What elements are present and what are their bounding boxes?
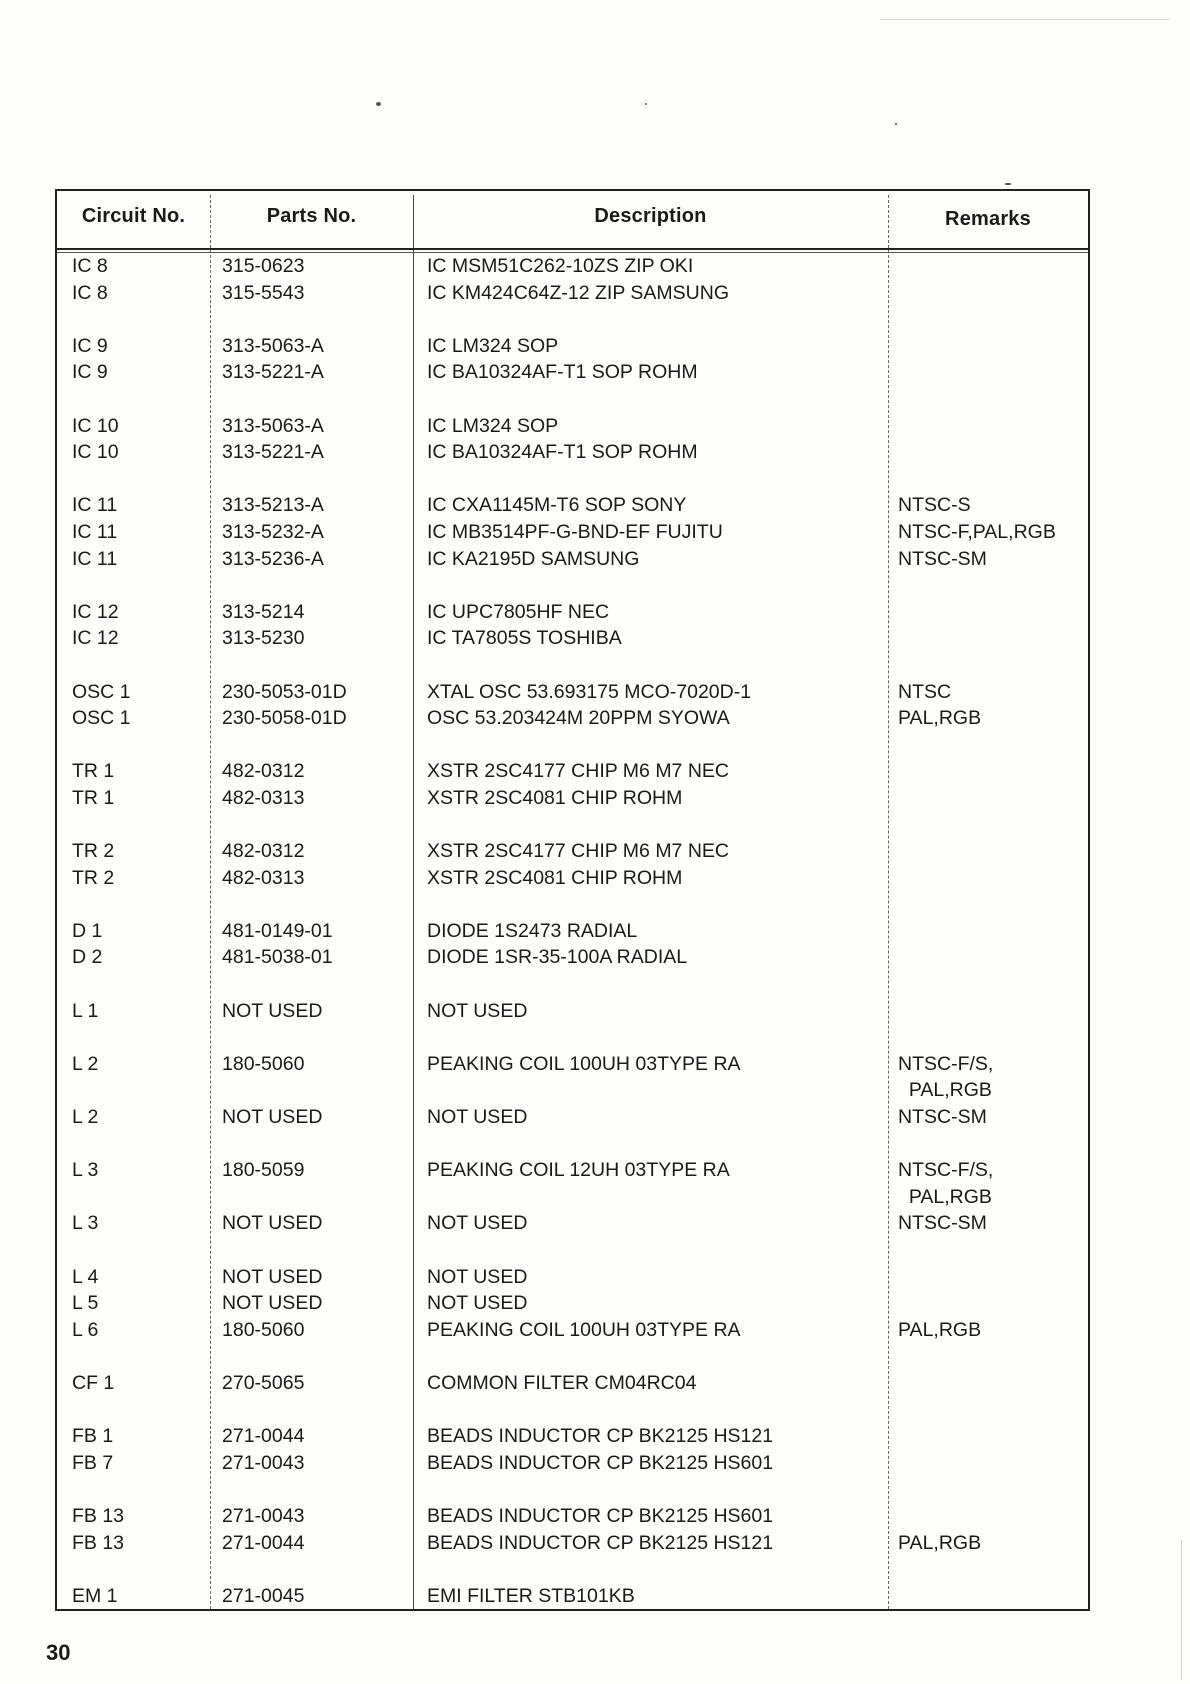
cell-parts-no: 482-0313 <box>222 786 305 809</box>
cell-description: IC MSM51C262-10ZS ZIP OKI <box>427 255 694 277</box>
cell-parts-no: 481-5038-01 <box>222 946 333 969</box>
cell-circuit-no: OSC 1 <box>72 707 131 730</box>
cell-parts-no: 271-0044 <box>222 1531 305 1554</box>
cell-remarks: PAL,RGB <box>898 1318 982 1341</box>
table-row <box>57 519 1088 546</box>
cell-description: DIODE 1SR-35-100A RADIAL <box>427 946 688 969</box>
cell-description: IC BA10324AF-T1 SOP ROHM <box>427 441 698 464</box>
row-spacer <box>57 1024 1088 1051</box>
table-row <box>57 1104 1088 1131</box>
table-row <box>57 439 1088 466</box>
table-row <box>57 758 1088 785</box>
cell-parts-no: 313-5232-A <box>222 520 324 543</box>
cell-circuit-no: IC 11 <box>72 547 118 570</box>
cell-parts-no: 271-0043 <box>222 1451 305 1474</box>
cell-description: NOT USED <box>427 1212 528 1235</box>
row-spacer <box>57 466 1088 493</box>
cell-parts-no: 313-5236-A <box>222 547 324 570</box>
cell-description: BEADS INDUCTOR CP BK2125 HS121 <box>427 1425 774 1448</box>
cell-remarks: NTSC-F/S, <box>898 1052 994 1075</box>
cell-circuit-no: L 2 <box>72 1052 99 1075</box>
cell-remarks: PAL,RGB <box>898 1531 982 1554</box>
cell-circuit-no: IC 10 <box>72 414 119 437</box>
cell-parts-no: NOT USED <box>222 1265 323 1288</box>
table-row <box>57 679 1088 706</box>
cell-parts-no: 481-0149-01 <box>222 919 333 942</box>
cell-description: IC LM324 SOP <box>427 414 559 437</box>
cell-circuit-no: IC 10 <box>72 441 119 464</box>
table-row <box>57 599 1088 626</box>
scan-speck <box>895 123 897 125</box>
cell-description: PEAKING COIL 100UH 03TYPE RA <box>427 1052 741 1075</box>
cell-parts-no: 230-5058-01D <box>222 707 347 730</box>
table-row <box>57 1210 1088 1237</box>
cell-description: XSTR 2SC4081 CHIP ROHM <box>427 786 683 809</box>
cell-remarks: NTSC-SM <box>898 1106 987 1128</box>
cell-parts-no: 313-5063-A <box>222 334 324 357</box>
scan-speck <box>645 103 647 105</box>
cell-description: BEADS INDUCTOR CP BK2125 HS121 <box>427 1531 774 1554</box>
cell-parts-no: NOT USED <box>222 1292 323 1315</box>
cell-parts-no: 315-5543 <box>222 281 305 304</box>
cell-parts-no: 180-5059 <box>222 1159 305 1182</box>
row-spacer <box>57 306 1088 333</box>
table-row <box>57 1290 1088 1317</box>
cell-parts-no: NOT USED <box>222 1212 323 1235</box>
table-row <box>57 546 1088 573</box>
table-row <box>57 413 1088 440</box>
cell-circuit-no: IC 12 <box>72 627 119 650</box>
cell-circuit-no: FB 13 <box>72 1504 125 1527</box>
table-row <box>57 1503 1088 1530</box>
scan-edge-line <box>1181 1540 1182 1680</box>
table-row <box>57 1530 1088 1557</box>
cell-circuit-no: IC 12 <box>72 600 119 623</box>
table-row <box>57 625 1088 652</box>
cell-description: NOT USED <box>427 1292 528 1315</box>
cell-circuit-no: FB 1 <box>72 1425 114 1448</box>
cell-parts-no: 313-5221-A <box>222 441 324 464</box>
cell-description: EMI FILTER STB101KB <box>427 1584 635 1607</box>
table-body <box>57 253 1088 1609</box>
cell-circuit-no: IC 9 <box>72 361 108 384</box>
cell-description: BEADS INDUCTOR CP BK2125 HS601 <box>427 1504 774 1527</box>
cell-parts-no: 313-5213-A <box>222 494 324 517</box>
page-number: 30 <box>46 1640 71 1665</box>
table-row <box>57 1264 1088 1291</box>
cell-description: XSTR 2SC4177 CHIP M6 M7 NEC <box>427 840 729 863</box>
cell-remarks: PAL,RGB <box>898 1185 992 1208</box>
cell-description: IC KA2195D SAMSUNG <box>427 547 640 570</box>
cell-remarks: PAL,RGB <box>898 707 982 730</box>
cell-circuit-no: CF 1 <box>72 1371 115 1394</box>
table-row <box>57 492 1088 519</box>
cell-circuit-no: TR 1 <box>72 786 115 809</box>
cell-circuit-no: L 3 <box>72 1212 99 1235</box>
cell-circuit-no: TR 2 <box>72 840 115 863</box>
cell-circuit-no: TR 1 <box>72 760 115 783</box>
cell-remarks: NTSC <box>898 680 952 703</box>
cell-circuit-no: EM 1 <box>72 1584 118 1607</box>
header-parts-no: Parts No. <box>266 205 357 227</box>
cell-description: NOT USED <box>427 1265 528 1288</box>
cell-parts-no: 482-0312 <box>222 840 305 863</box>
header-rule <box>57 248 1088 250</box>
cell-remarks: NTSC-S <box>898 494 971 517</box>
row-spacer <box>57 1343 1088 1370</box>
cell-description: OSC 53.203424M 20PPM SYOWA <box>427 707 730 730</box>
header-description: Description <box>594 205 707 227</box>
cell-remarks: NTSC-F/S, <box>898 1159 994 1182</box>
cell-description: IC KM424C64Z-12 ZIP SAMSUNG <box>427 281 729 304</box>
cell-circuit-no: L 1 <box>72 999 99 1022</box>
cell-circuit-no: IC 11 <box>72 494 118 517</box>
table-row <box>57 280 1088 307</box>
cell-parts-no: 482-0313 <box>222 866 305 889</box>
cell-remarks: NTSC-F,PAL,RGB <box>898 520 1056 543</box>
cell-description: IC CXA1145M-T6 SOP SONY <box>427 494 687 517</box>
cell-description: XTAL OSC 53.693175 MCO-7020D-1 <box>427 680 752 703</box>
table-row <box>57 359 1088 386</box>
cell-circuit-no: D 1 <box>72 919 103 942</box>
cell-description: IC LM324 SOP <box>427 334 559 357</box>
row-spacer <box>57 1476 1088 1503</box>
cell-circuit-no: IC 9 <box>72 334 108 357</box>
cell-parts-no: 313-5063-A <box>222 414 324 437</box>
cell-circuit-no: IC 8 <box>72 281 108 304</box>
row-spacer <box>57 652 1088 679</box>
header-circuit-no: Circuit No. <box>81 205 186 227</box>
row-spacer <box>57 1397 1088 1424</box>
table-row <box>57 1317 1088 1344</box>
cell-description: XSTR 2SC4177 CHIP M6 M7 NEC <box>427 760 729 783</box>
cell-circuit-no: TR 2 <box>72 866 115 889</box>
scan-edge-line <box>880 19 1170 20</box>
cell-parts-no: NOT USED <box>222 1106 323 1128</box>
cell-parts-no: 180-5060 <box>222 1318 305 1341</box>
cell-parts-no: 271-0044 <box>222 1425 305 1448</box>
cell-parts-no: 313-5214 <box>222 600 305 623</box>
cell-circuit-no: IC 8 <box>72 255 108 277</box>
cell-description: NOT USED <box>427 999 528 1022</box>
cell-description: DIODE 1S2473 RADIAL <box>427 919 638 942</box>
row-spacer <box>57 572 1088 599</box>
cell-parts-no: 271-0045 <box>222 1584 305 1607</box>
cell-circuit-no: L 3 <box>72 1159 99 1182</box>
table-row <box>57 998 1088 1025</box>
row-spacer <box>57 1131 1088 1158</box>
table-row <box>57 1157 1088 1184</box>
cell-parts-no: 180-5060 <box>222 1052 305 1075</box>
table-row <box>57 785 1088 812</box>
table-row <box>57 838 1088 865</box>
row-spacer <box>57 1556 1088 1583</box>
cell-description: IC TA7805S TOSHIBA <box>427 627 622 650</box>
cell-parts-no: 313-5221-A <box>222 361 324 384</box>
row-spacer <box>57 386 1088 413</box>
cell-parts-no: NOT USED <box>222 999 323 1022</box>
cell-parts-no: 313-5230 <box>222 627 305 650</box>
cell-description: IC MB3514PF-G-BND-EF FUJITU <box>427 520 723 543</box>
cell-circuit-no: OSC 1 <box>72 680 131 703</box>
cell-circuit-no: D 2 <box>72 946 103 969</box>
scan-speck <box>1005 183 1011 185</box>
row-spacer <box>57 891 1088 918</box>
cell-remarks: NTSC-SM <box>898 547 987 570</box>
cell-parts-no: 482-0312 <box>222 760 305 783</box>
table-row <box>57 253 1088 280</box>
cell-circuit-no: FB 7 <box>72 1451 114 1474</box>
row-spacer <box>57 971 1088 998</box>
cell-circuit-no: L 5 <box>72 1292 99 1315</box>
table-row <box>57 1051 1088 1078</box>
cell-parts-no: 271-0043 <box>222 1504 305 1527</box>
table-row <box>57 918 1088 945</box>
cell-description: COMMON FILTER CM04RC04 <box>427 1371 697 1394</box>
row-spacer <box>57 1237 1088 1264</box>
cell-description: PEAKING COIL 100UH 03TYPE RA <box>427 1318 741 1341</box>
cell-remarks: PAL,RGB <box>898 1079 992 1102</box>
cell-circuit-no: IC 11 <box>72 520 118 543</box>
scan-speck <box>376 102 381 106</box>
table-row <box>57 1450 1088 1477</box>
table-row <box>57 705 1088 732</box>
cell-circuit-no: L 2 <box>72 1106 99 1128</box>
header-remarks: Remarks <box>945 208 1031 230</box>
cell-parts-no: 230-5053-01D <box>222 680 347 703</box>
cell-description: IC BA10324AF-T1 SOP ROHM <box>427 361 698 384</box>
table-row <box>57 1077 1088 1104</box>
cell-circuit-no: FB 13 <box>72 1531 125 1554</box>
cell-description: NOT USED <box>427 1106 528 1128</box>
cell-circuit-no: L 4 <box>72 1265 99 1288</box>
row-spacer <box>57 811 1088 838</box>
table-row <box>57 1184 1088 1211</box>
cell-description: IC UPC7805HF NEC <box>427 600 610 623</box>
cell-description: XSTR 2SC4081 CHIP ROHM <box>427 866 683 889</box>
cell-description: BEADS INDUCTOR CP BK2125 HS601 <box>427 1451 774 1474</box>
cell-parts-no: 270-5065 <box>222 1371 305 1394</box>
cell-parts-no: 315-0623 <box>222 255 305 277</box>
parts-table <box>55 189 1090 1611</box>
cell-circuit-no: L 6 <box>72 1318 99 1341</box>
row-spacer <box>57 732 1088 759</box>
table-row <box>57 865 1088 892</box>
table-row <box>57 1370 1088 1397</box>
table-row <box>57 1583 1088 1610</box>
cell-description: PEAKING COIL 12UH 03TYPE RA <box>427 1159 730 1182</box>
table-row <box>57 944 1088 971</box>
table-row <box>57 333 1088 360</box>
table-row <box>57 1423 1088 1450</box>
cell-remarks: NTSC-SM <box>898 1212 987 1235</box>
